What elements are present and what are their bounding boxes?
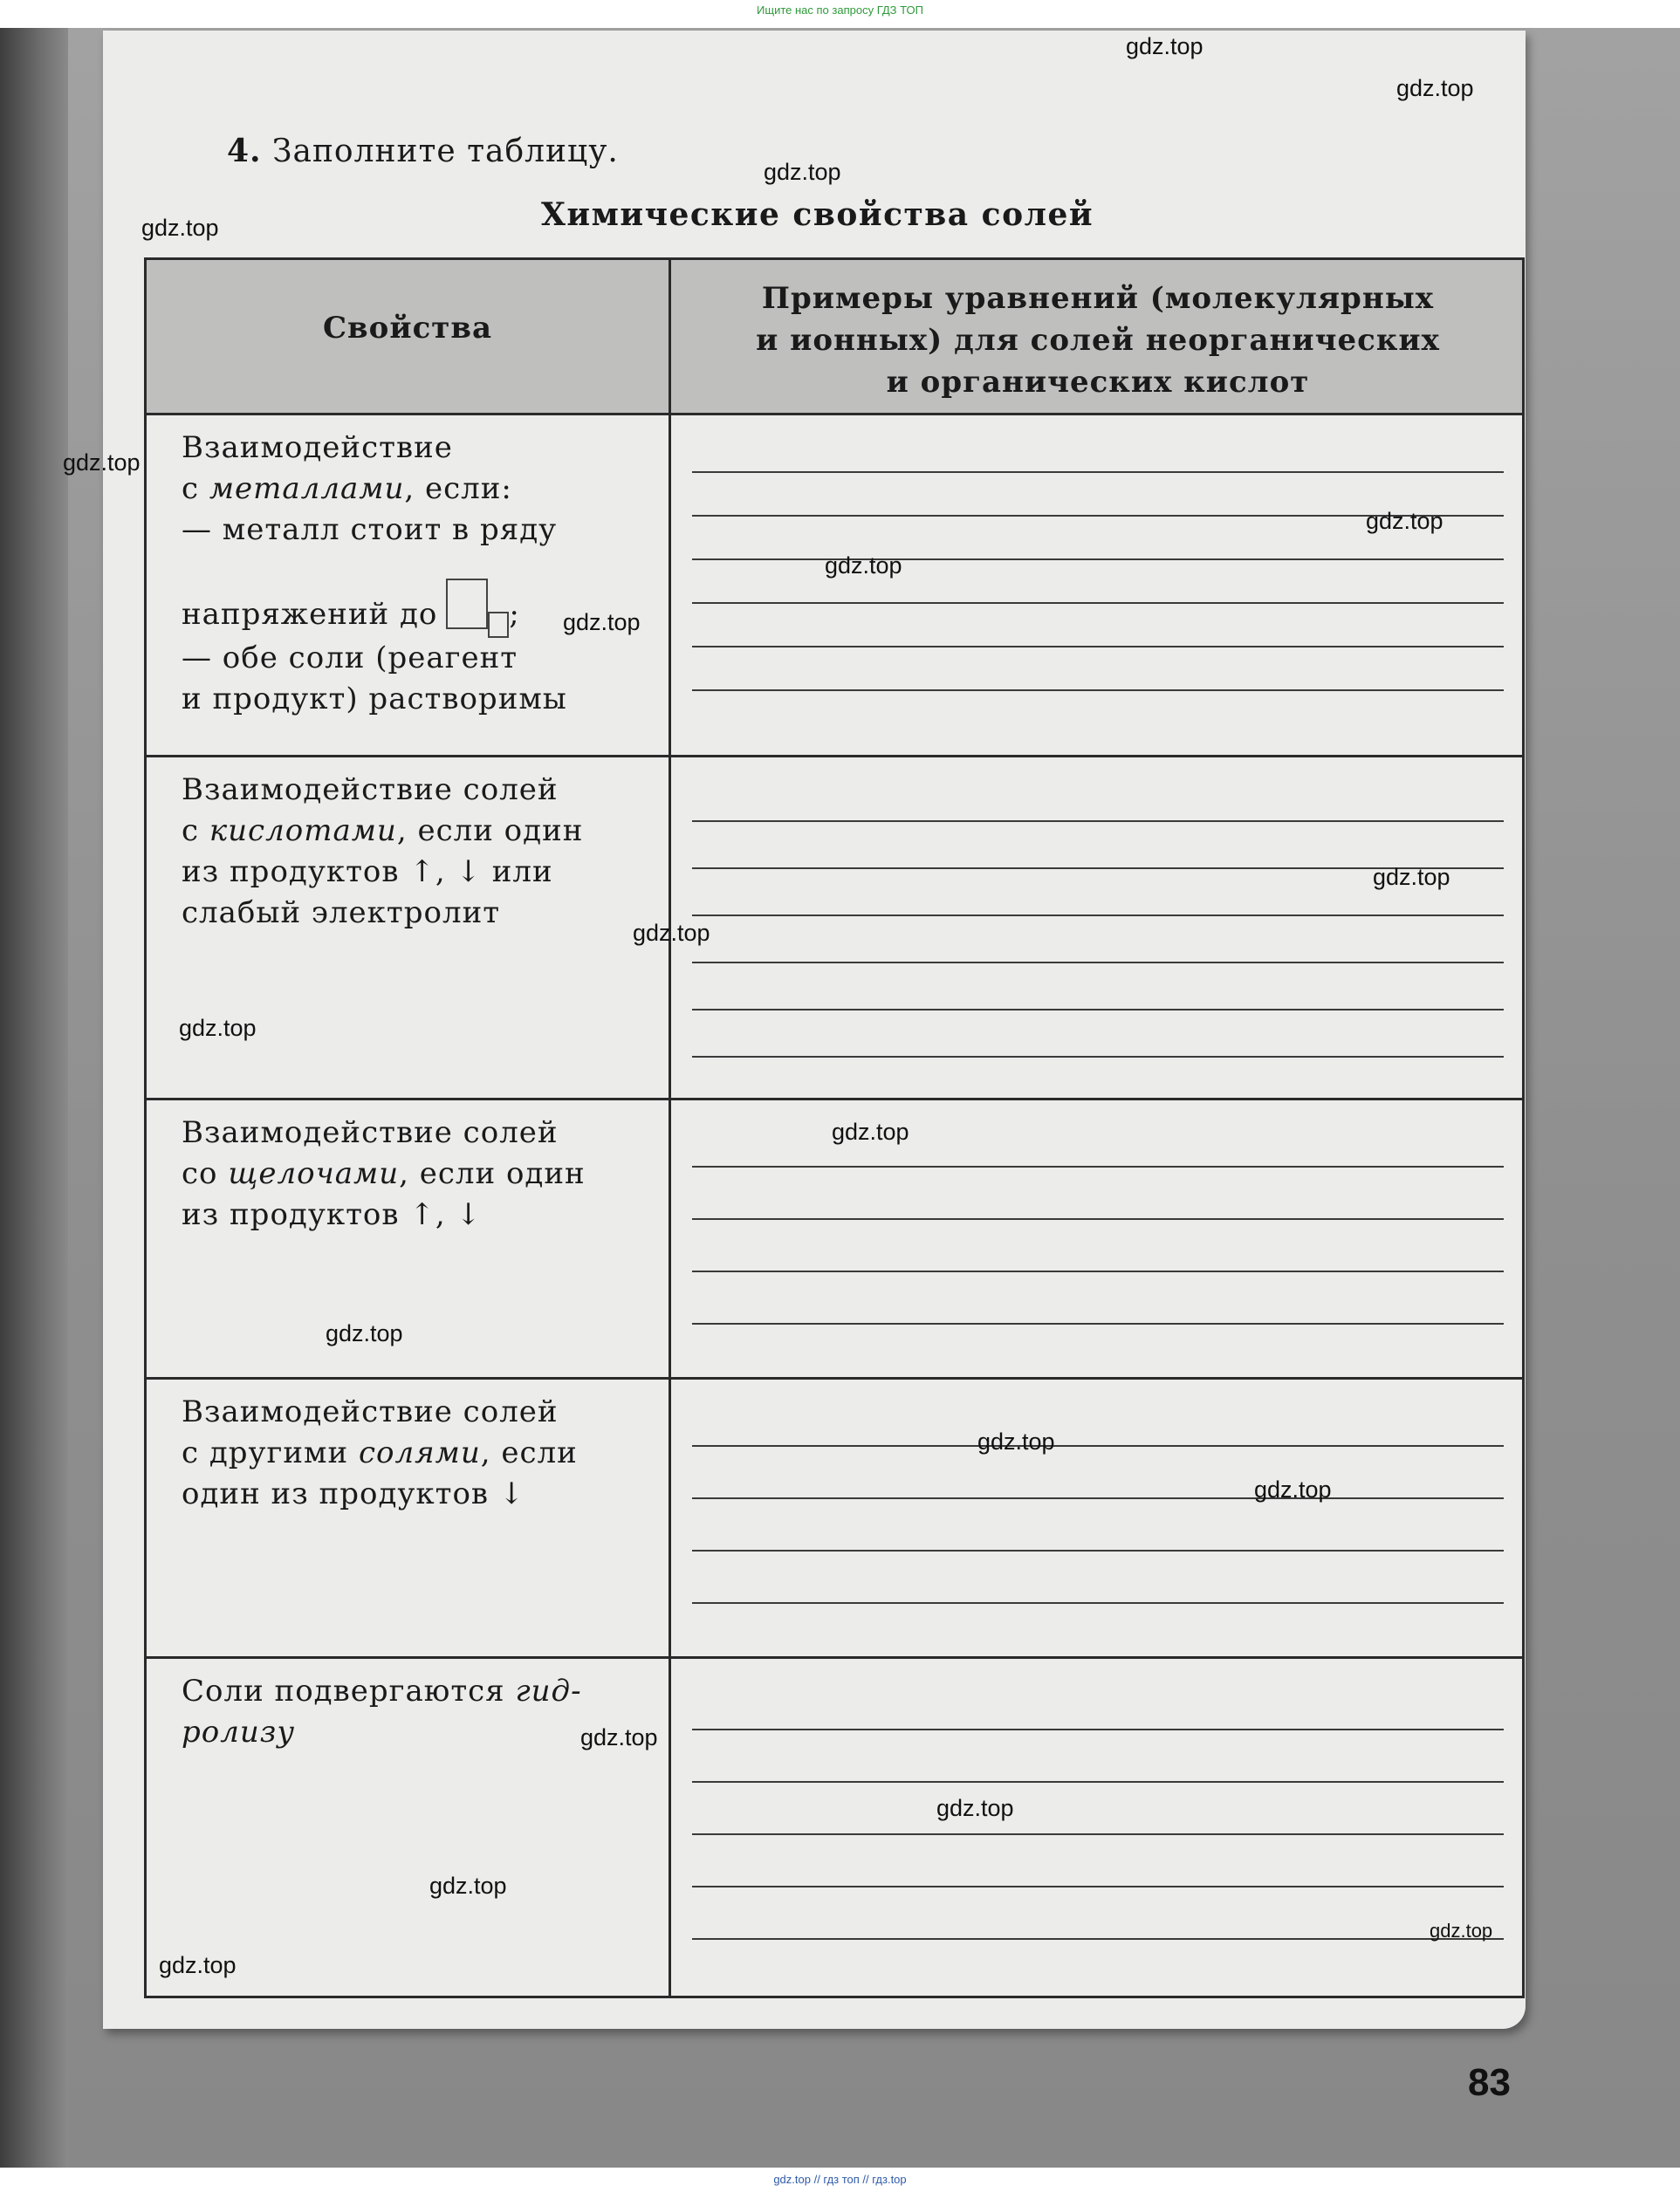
task-number: 4. [227,133,262,169]
property-line: и продукт) растворимы [182,682,567,716]
header-examples-line2: и ионных) для солей неорганических [756,323,1440,358]
book-gutter [0,28,68,2168]
answer-line[interactable] [692,689,1504,691]
property-line: слабый электролит [182,895,501,930]
task-text: Заполните таблицу. [272,134,619,169]
property-line: один из продуктов ↓ [182,1476,525,1511]
watermark: gdz.top [141,215,219,241]
bottom-note: gdz.top // гдз топ // гдз.top [773,2173,907,2186]
property-alkalis [182,1113,653,1236]
keyword-metals: металлами [209,471,405,506]
property-line: Взаимодействие [182,430,453,465]
property-line [182,1671,653,1712]
answer-line[interactable] [692,820,1504,822]
table-header [147,260,1522,415]
watermark: gdz.top [429,1873,507,1899]
answer-line[interactable] [692,1056,1504,1058]
table-row-hydrolysis [147,1656,1522,1998]
watermark: gdz.top [1366,508,1443,534]
watermark: gdz.top [326,1320,403,1346]
answer-line[interactable] [692,1445,1504,1447]
answer-line[interactable] [692,1218,1504,1220]
answer-line[interactable] [692,1550,1504,1552]
text: ; [509,597,520,632]
header-examples [670,277,1526,403]
watermark: gdz.top [977,1428,1055,1455]
watermark: gdz.top [1254,1476,1332,1503]
property-line: — обе соли (реагент [182,641,518,675]
text: напряжений до [182,597,438,632]
keyword-alkalis: щелочами [228,1156,400,1191]
property-line [182,469,653,510]
text: с другими [182,1435,359,1470]
watermark: gdz.top [825,552,902,579]
header-examples-line3: и органических кислот [886,365,1310,400]
text: , если один [399,1156,586,1191]
text: , если: [404,471,512,506]
property-acids [182,770,653,934]
answer-line[interactable] [692,1009,1504,1010]
watermark: gdz.top [63,449,141,476]
text: , если [480,1435,578,1470]
answer-line[interactable] [692,602,1504,604]
watermark: gdz.top [764,159,841,185]
table-row-metals [147,410,1522,755]
keyword-hydrolysis: гид- [515,1674,582,1709]
watermark: gdz.top [633,920,710,946]
watermark: gdz.top [936,1795,1014,1821]
property-line: из продуктов ↑, ↓ [182,1197,482,1232]
answer-line[interactable] [692,1271,1504,1272]
answer-line[interactable] [692,558,1504,560]
answer-line[interactable] [692,1166,1504,1168]
header-properties: Свойства [322,311,492,346]
text: с [182,813,209,848]
column-divider [669,260,671,1996]
header-examples-line1: Примеры уравнений (молекулярных [761,281,1435,316]
answer-line[interactable] [692,471,1504,473]
answer-line[interactable] [692,1602,1504,1604]
task-heading [227,133,619,169]
answer-line[interactable] [692,1497,1504,1499]
answer-line[interactable] [692,1833,1504,1835]
property-metals [182,428,653,720]
property-line: Взаимодействие солей [182,1394,559,1429]
fill-in-subscript-box[interactable] [488,612,509,638]
answer-line[interactable] [692,1729,1504,1730]
property-salts [182,1392,653,1515]
table-row-acids [147,755,1522,1100]
property-line: Взаимодействие солей [182,772,559,807]
text: с [182,471,209,506]
answer-line[interactable] [692,1938,1504,1940]
watermark: gdz.top [1126,33,1203,59]
watermark: gdz.top [580,1724,658,1750]
answer-line[interactable] [692,962,1504,963]
property-line: из продуктов ↑, ↓ или [182,854,553,889]
answer-line[interactable] [692,1323,1504,1325]
answer-line[interactable] [692,646,1504,647]
keyword-hydrolysis: ролизу [182,1715,296,1750]
keyword-acids: кислотами [209,813,397,848]
property-line [182,811,653,852]
answer-line[interactable] [692,915,1504,916]
text: , если один [396,813,584,848]
watermark: gdz.top [1396,75,1474,101]
page-number: 83 [1468,2061,1511,2104]
watermark: gdz.top [1373,864,1450,890]
watermark: gdz.top [159,1952,237,1978]
property-line: — металл стоит в ряду [182,512,558,547]
property-line [182,1433,653,1474]
fill-in-box[interactable] [446,579,488,629]
watermark: gdz.top [563,609,641,635]
keyword-salts: солями [358,1435,481,1470]
answer-line[interactable] [692,1886,1504,1887]
text: со [182,1156,229,1191]
property-line [182,1154,653,1195]
property-line: Взаимодействие солей [182,1115,559,1150]
top-note: Ищите нас по запросу ГДЗ ТОП [757,3,923,17]
answer-line[interactable] [692,1781,1504,1783]
table-title: Химические свойства солей [541,196,1094,233]
table-row-salts [147,1377,1522,1659]
watermark: gdz.top [179,1015,257,1041]
watermark: gdz.top [832,1119,909,1145]
watermark: gdz.top [1430,1920,1493,1942]
text: Соли подвергаются [182,1674,516,1709]
